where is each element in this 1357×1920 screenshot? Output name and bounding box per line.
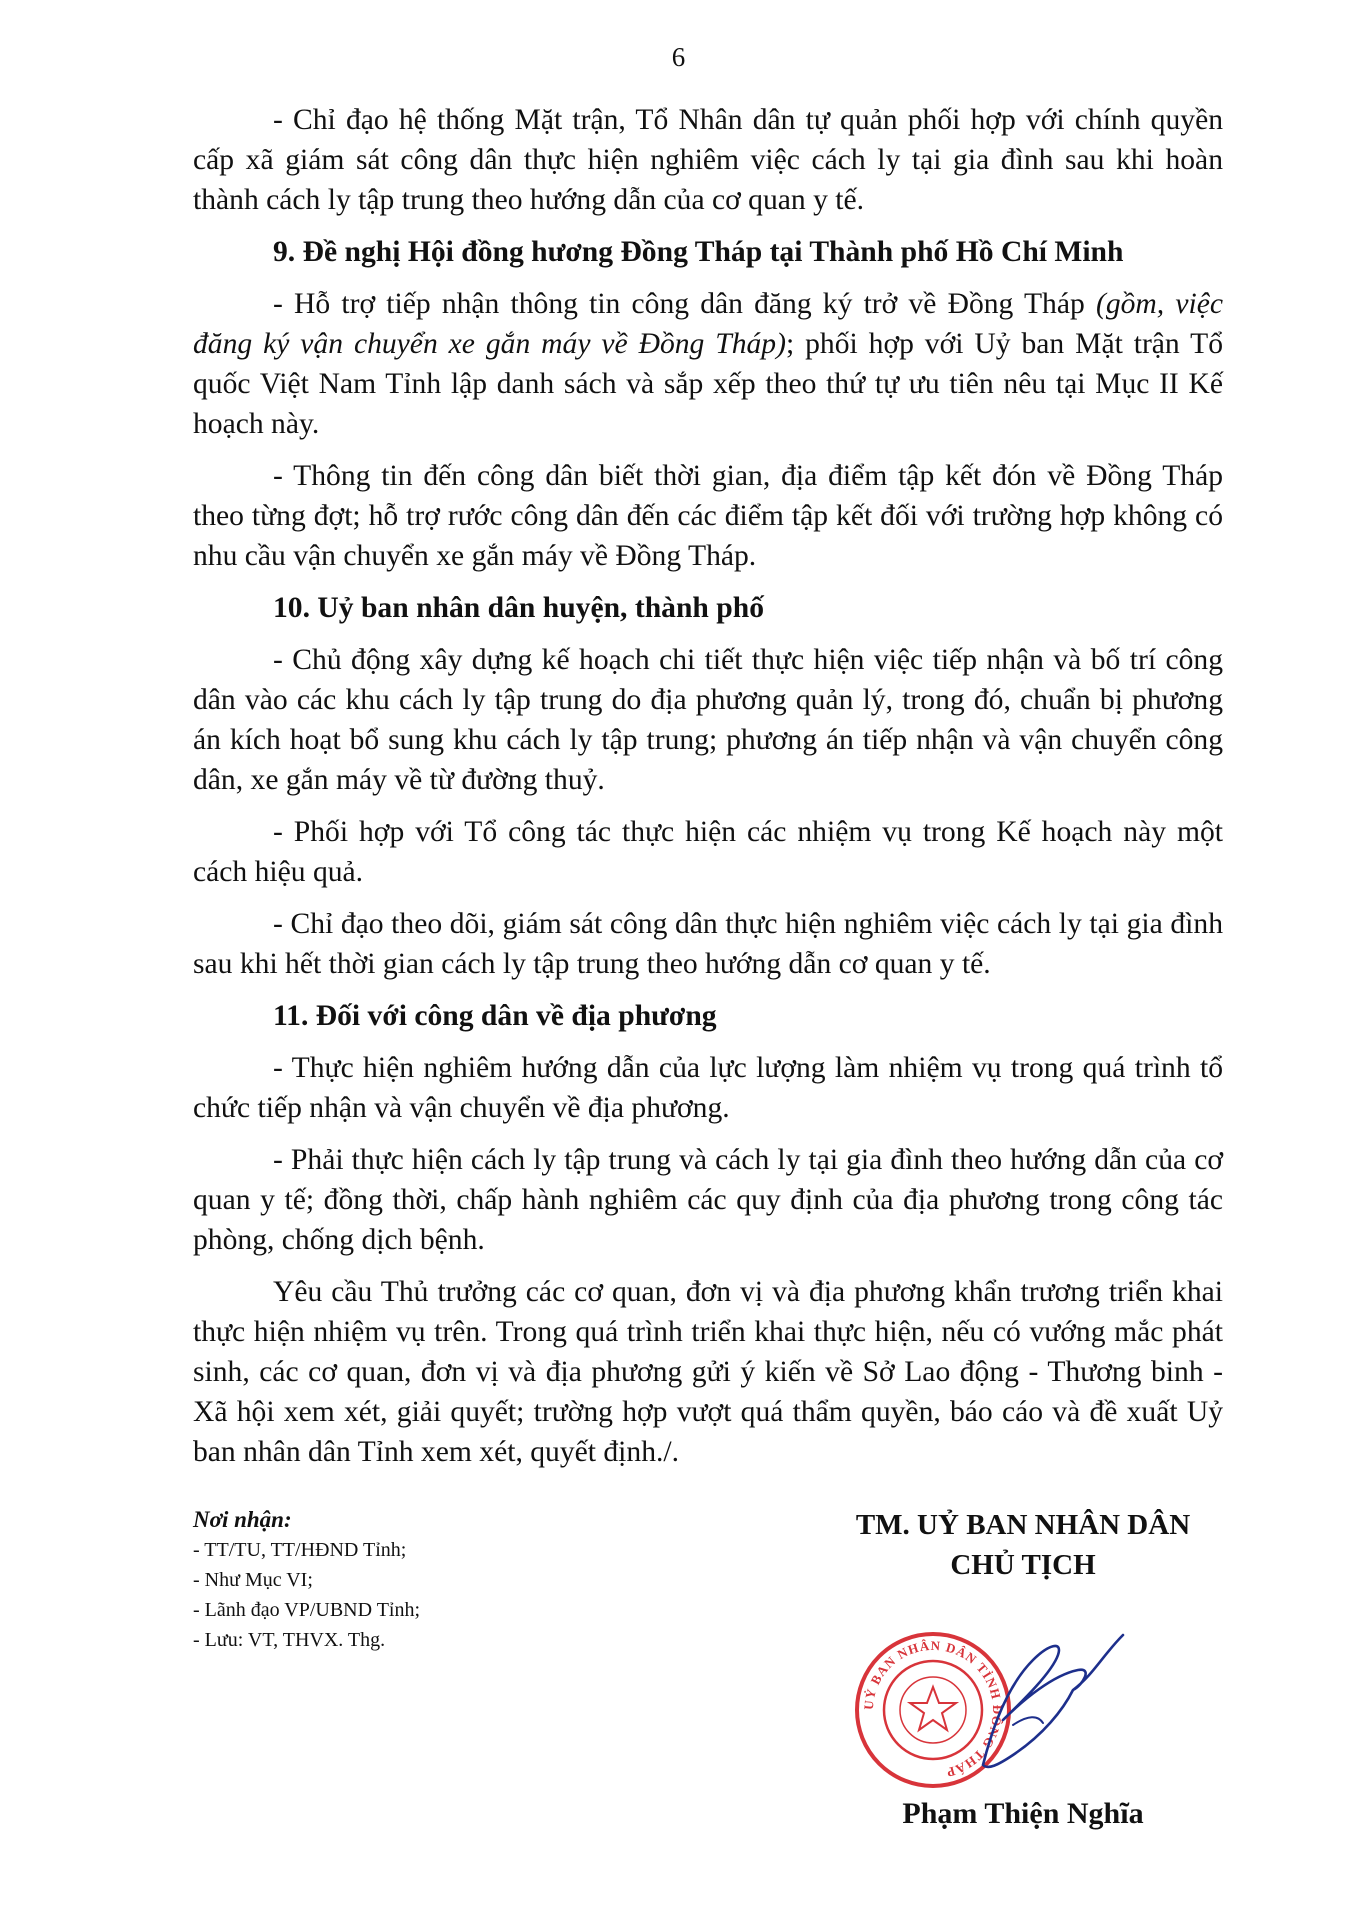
- handwritten-signature-icon: [953, 1615, 1143, 1785]
- section-heading-11: 11. Đối với công dân về địa phương: [273, 1000, 717, 1032]
- paragraph: - Thông tin đến công dân biết thời gian, địa điểm tập kết đón về Đồng Tháp theo từng đợt; hỗ trợ rước công dân đến các điểm tập kết đối với trường hợp không có nhu cầu vận chuyển xe gắn máy về Đồng Tháp.: [193, 460, 1223, 572]
- paragraph: - Chỉ đạo hệ thống Mặt trận, Tổ Nhân dân tự quản phối hợp với chính quyền cấp xã giám sát công dân thực hiện nghiêm việc cách ly tại gia đình sau khi hoàn thành cách ly tập trung theo hướng dẫn của cơ quan y tế.: [193, 104, 1223, 216]
- recipient-item: - Lưu: VT, THVX. Thg.: [193, 1629, 386, 1651]
- signature-block: [813, 1505, 1233, 1585]
- page-number: 6: [671, 42, 686, 72]
- paragraph: [193, 284, 1223, 444]
- document-body: [193, 100, 1223, 1484]
- signature-position: CHỦ TỊCH: [950, 1549, 1096, 1581]
- section-heading-10: 10. Uỷ ban nhân dân huyện, thành phố: [273, 592, 764, 624]
- paragraph: - Chủ động xây dựng kế hoạch chi tiết thực hiện việc tiếp nhận và bố trí công dân vào các khu cách ly tập trung do địa phương quản lý, trong đó, chuẩn bị phương án kích hoạt bổ sung khu cách ly tập trung; phương án tiếp nhận và vận chuyển công dân, xe gắn máy về từ đường thuỷ.: [193, 644, 1223, 796]
- recipient-item: - Như Mục VI;: [193, 1569, 313, 1591]
- signature-title: TM. UỶ BAN NHÂN DÂN: [855, 1509, 1191, 1541]
- recipients-label: Nơi nhận:: [193, 1507, 292, 1532]
- recipient-item: - Lãnh đạo VP/UBND Tỉnh;: [193, 1599, 421, 1621]
- paragraph-text: ; phối hợp với Uỷ ban Mặt trận Tổ quốc Việt Nam Tỉnh lập danh sách và sắp xếp theo thứ tự ưu tiên nêu tại Mục II Kế hoạch này.: [193, 328, 1223, 440]
- paragraph-italic-text: (gồm, việc đăng ký vận chuyển xe gắn máy về Đồng Tháp): [193, 288, 1223, 360]
- section-heading-9: 9. Đề nghị Hội đồng hương Đồng Tháp tại Thành phố Hồ Chí Minh: [273, 236, 1124, 268]
- recipients-block: [193, 1505, 613, 1655]
- paragraph: - Chỉ đạo theo dõi, giám sát công dân thực hiện nghiêm việc cách ly tại gia đình sau khi hết thời gian cách ly tập trung theo hướng dẫn cơ quan y tế.: [193, 908, 1223, 980]
- recipient-item: - TT/TU, TT/HĐND Tỉnh;: [193, 1539, 407, 1561]
- paragraph-text: - Hỗ trợ tiếp nhận thông tin công dân đăng ký trở về Đồng Tháp: [273, 288, 1096, 320]
- signer-name: Phạm Thiện Nghĩa: [902, 1797, 1144, 1830]
- paragraph: - Thực hiện nghiêm hướng dẫn của lực lượng làm nhiệm vụ trong quá trình tổ chức tiếp nhận và vận chuyển về địa phương.: [193, 1052, 1223, 1124]
- document-footer: [193, 1505, 1233, 1905]
- paragraph: - Phối hợp với Tổ công tác thực hiện các nhiệm vụ trong Kế hoạch này một cách hiệu quả.: [193, 816, 1223, 888]
- paragraph: - Phải thực hiện cách ly tập trung và cách ly tại gia đình theo hướng dẫn của cơ quan y tế; đồng thời, chấp hành nghiêm các quy định của địa phương trong công tác phòng, chống dịch bệnh.: [193, 1144, 1223, 1256]
- closing-paragraph: Yêu cầu Thủ trưởng các cơ quan, đơn vị và địa phương khẩn trương triển khai thực hiện nhiệm vụ trên. Trong quá trình triển khai thực hiện, nếu có vướng mắc phát sinh, các cơ quan, đơn vị và địa phương gửi ý kiến về Sở Lao động - Thương binh - Xã hội xem xét, giải quyết; trường hợp vượt quá thẩm quyền, báo cáo và đề xuất Uỷ ban nhân dân Tỉnh xem xét, quyết định./.: [193, 1276, 1223, 1468]
- seal-text: UỶ BAN NHÂN DÂN TỈNH ĐỒNG THÁP: [860, 1637, 1006, 1781]
